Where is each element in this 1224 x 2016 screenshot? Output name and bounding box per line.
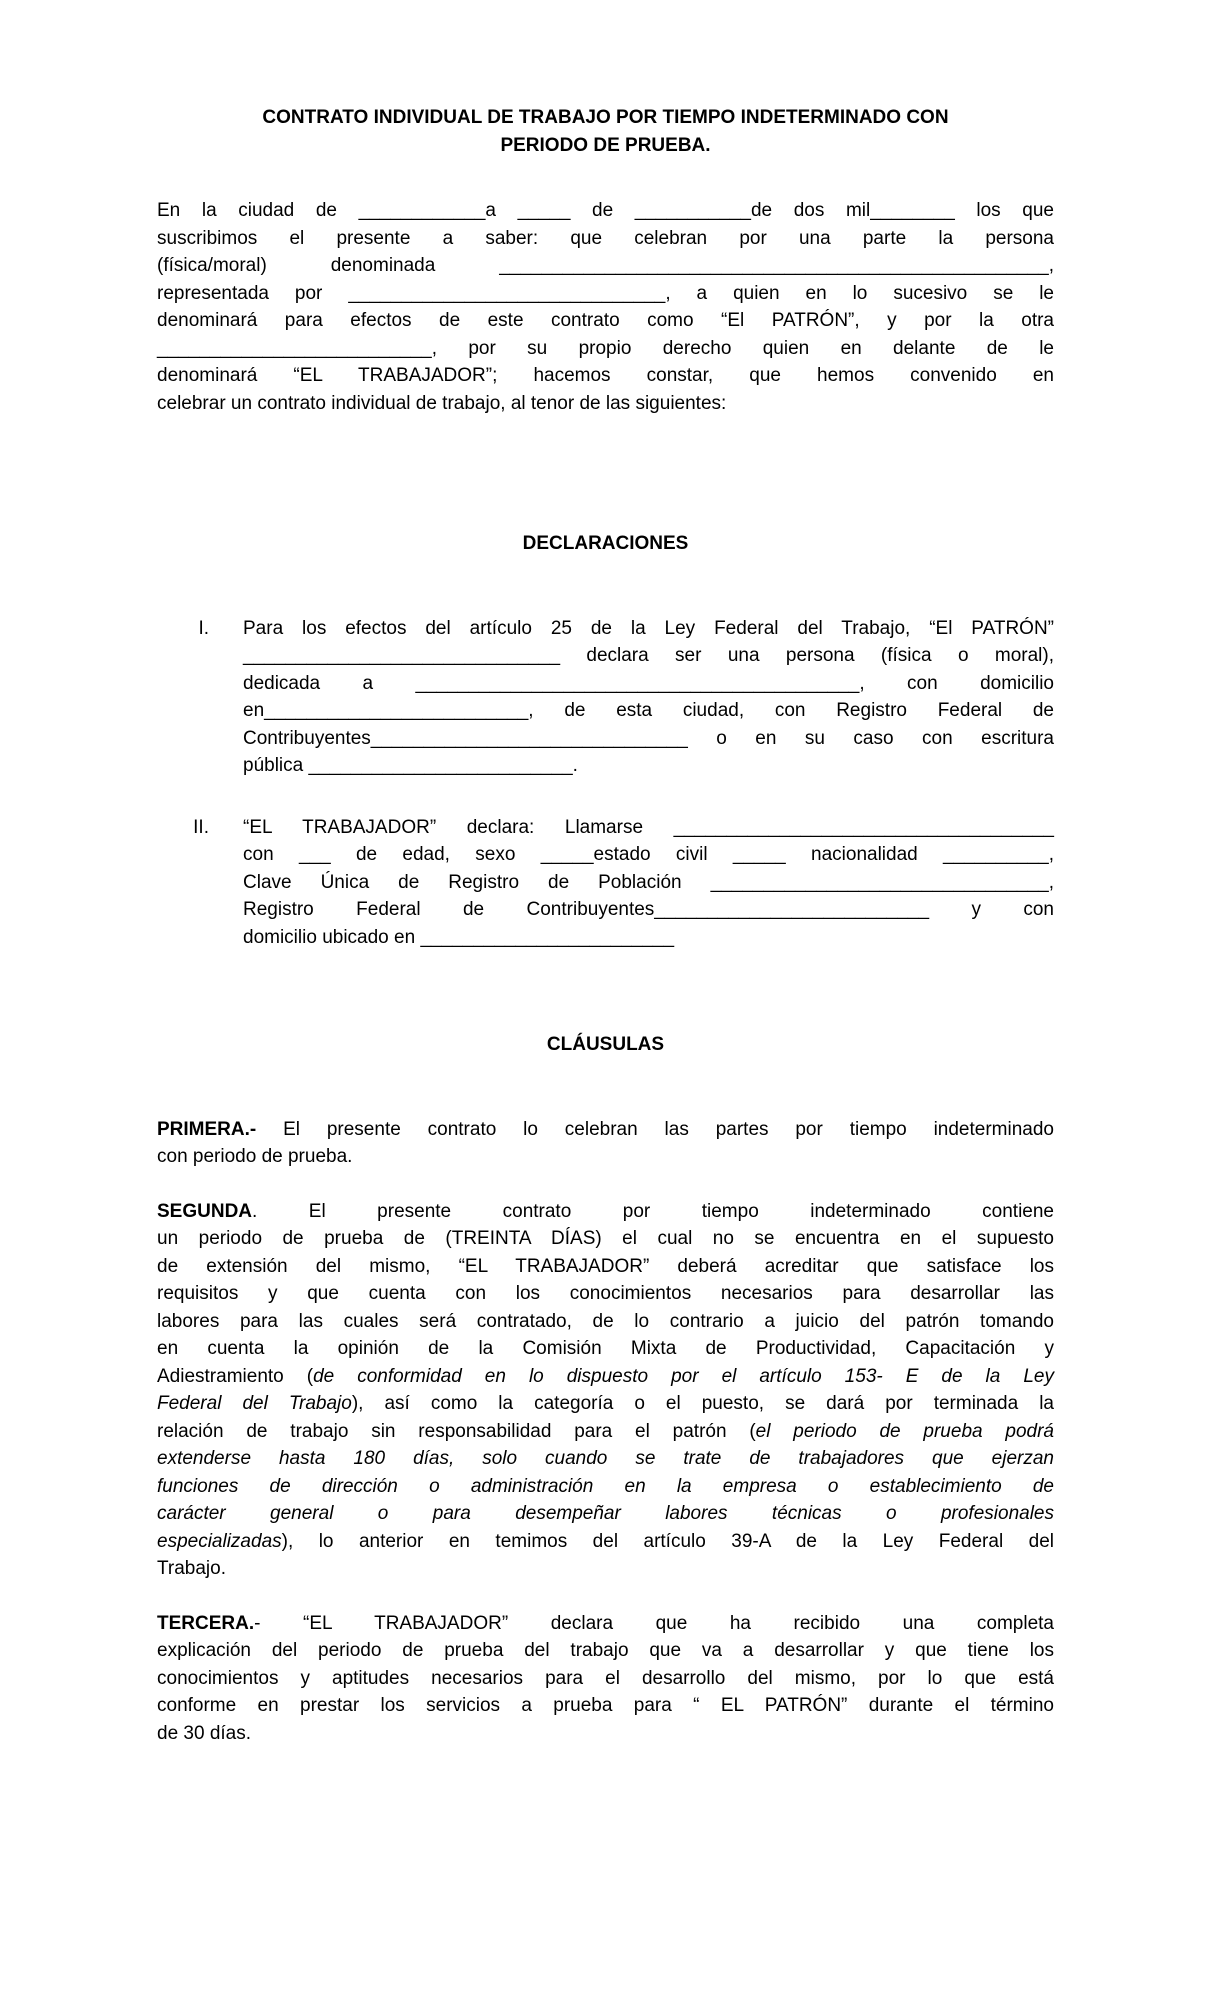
document-line <box>243 615 1054 643</box>
document-line <box>157 1720 1054 1748</box>
document-line <box>157 252 1054 280</box>
document-line <box>157 335 1054 363</box>
document-line <box>243 841 1054 869</box>
text-run: requisitos y que cuenta con los conocimientos necesarios para desarrollar las <box>157 1283 1054 1304</box>
text-run: especializadas <box>157 1530 282 1552</box>
document-line <box>157 1280 1054 1308</box>
text-run: Registro Federal de Contribuyentes__________________________ y con <box>243 899 1054 920</box>
document-line <box>243 725 1054 753</box>
text-run: extenderse hasta 180 días, solo cuando se trate de trabajadores que ejerzan <box>157 1448 1054 1469</box>
text-run: PRIMERA.- <box>157 1118 257 1140</box>
document-line <box>157 390 1054 418</box>
clausula-primera <box>157 1116 1054 1171</box>
text-run: labores para las cuales será contratado, de lo contrario a juicio del patrón tomando <box>157 1310 1054 1332</box>
text-run: Federal del Trabajo <box>157 1393 352 1414</box>
text-run: en_________________________, de esta ciudad, con Registro Federal de <box>243 700 1054 721</box>
text-run: ______________________________ declara ser una persona (física o moral), <box>243 645 1054 666</box>
text-run: Trabajo. <box>157 1558 226 1579</box>
text-run: el periodo de prueba podrá <box>755 1420 1054 1442</box>
document-line <box>157 1637 1054 1665</box>
document-line <box>157 1473 1054 1501</box>
document-line <box>157 1555 1054 1583</box>
text-run: suscribimos el presente a saber: que celebran por una parte la persona <box>157 227 1054 249</box>
list-item-body <box>243 615 1054 780</box>
declaration-item-1 <box>157 615 1054 780</box>
document-line <box>157 1335 1054 1363</box>
text-run: representada por ______________________________, a quien en lo sucesivo se le <box>157 282 1054 304</box>
document-line <box>157 1116 1054 1144</box>
text-run: Contribuyentes______________________________ o en su caso con escritura <box>243 727 1054 749</box>
text-run: relación de trabajo sin responsabilidad para el patrón ( <box>157 1420 756 1442</box>
title-line: PERIODO DE PRUEBA. <box>500 134 711 156</box>
text-run: carácter general o para desempeñar labores técnicas o profesionales <box>157 1503 1054 1524</box>
document-line <box>243 697 1054 725</box>
text-run: con periodo de prueba. <box>157 1146 353 1167</box>
document-line <box>243 642 1054 670</box>
text-run: dedicada a __________________________________________, con domicilio <box>243 672 1054 694</box>
document-line <box>243 896 1054 924</box>
document-line <box>157 1253 1054 1281</box>
declaration-item-2 <box>157 814 1054 952</box>
text-run: pública _________________________. <box>243 755 578 776</box>
text-run: __________________________, por su propio derecho quien en delante de le <box>157 337 1054 359</box>
text-run: de 30 días. <box>157 1722 252 1744</box>
document-line <box>243 752 1054 780</box>
document-content <box>157 0 1054 1747</box>
document-line <box>157 1363 1054 1391</box>
text-run: funciones de dirección o administración en la empresa o establecimiento de <box>157 1475 1054 1497</box>
text-run: El presente contrato lo celebran las partes por tiempo indeterminado <box>256 1118 1054 1140</box>
document-line <box>157 225 1054 253</box>
text-run: denominará “EL TRABAJADOR”; hacemos constar, que hemos convenido en <box>157 365 1054 386</box>
text-run: ), lo anterior en temimos del artículo 39-A de la Ley Federal del <box>281 1530 1054 1552</box>
document-line <box>157 1308 1054 1336</box>
text-run: TERCERA. <box>157 1612 255 1634</box>
document-line <box>243 670 1054 698</box>
clausula-tercera <box>157 1610 1054 1748</box>
document-title <box>157 104 1054 159</box>
text-run: Adiestramiento ( <box>157 1365 314 1387</box>
document-line <box>157 1445 1054 1473</box>
list-marker: I. <box>198 617 209 639</box>
text-run: de extensión del mismo, “EL TRABAJADOR” deberá acreditar que satisface los <box>157 1255 1054 1277</box>
text-run: explicación del periodo de prueba del trabajo que va a desarrollar y que tiene los <box>157 1640 1054 1661</box>
text-run: conforme en prestar los servicios a prueba para “ EL PATRÓN” durante el término <box>157 1695 1054 1716</box>
document-line <box>243 924 1054 952</box>
document-line <box>157 197 1054 225</box>
opening-paragraph <box>157 197 1054 417</box>
text-run: “EL TRABAJADOR” declara: Llamarse ____________________________________ <box>243 816 1054 838</box>
document-line <box>157 362 1054 390</box>
document-line <box>157 1225 1054 1253</box>
document-line <box>157 1418 1054 1446</box>
document-line <box>157 280 1054 308</box>
text-run: de conformidad en lo dispuesto por el artículo 153- E de la Ley <box>313 1365 1054 1387</box>
text-run: celebrar un contrato individual de trabajo, al tenor de las siguientes: <box>157 392 727 414</box>
text-run: en cuenta la opinión de la Comisión Mixta de Productividad, Capacitación y <box>157 1338 1054 1359</box>
declaraciones-heading: DECLARACIONES <box>522 533 689 554</box>
text-run: ), así como la categoría o el puesto, se dará por terminada la <box>351 1393 1054 1414</box>
text-run: domicilio ubicado en ________________________ <box>243 926 675 948</box>
text-run: . El presente contrato por tiempo indeterminado contiene <box>252 1200 1054 1222</box>
text-run: denominará para efectos de este contrato como “El PATRÓN”, y por la otra <box>157 310 1054 331</box>
list-marker: II. <box>193 816 209 838</box>
text-run: (física/moral) denominada ____________________________________________________, <box>157 255 1054 276</box>
document-line <box>157 1500 1054 1528</box>
document-line <box>157 1692 1054 1720</box>
document-line <box>243 814 1054 842</box>
document-line <box>157 1610 1054 1638</box>
text-run: Para los efectos del artículo 25 de la Ley Federal del Trabajo, “El PATRÓN” <box>243 617 1054 639</box>
document-line <box>157 1528 1054 1556</box>
text-run: con ___ de edad, sexo _____estado civil _____ nacionalidad __________, <box>243 844 1054 865</box>
text-run: SEGUNDA <box>157 1200 253 1222</box>
text-run: Clave Única de Registro de Población ________________________________, <box>243 871 1054 893</box>
clausulas-heading: CLÁUSULAS <box>546 1034 665 1055</box>
document-line <box>157 1198 1054 1226</box>
text-run: un periodo de prueba de (TREINTA DÍAS) el cual no se encuentra en el supuesto <box>157 1228 1054 1249</box>
list-item-body <box>243 814 1054 952</box>
clausula-segunda <box>157 1198 1054 1583</box>
title-line: CONTRATO INDIVIDUAL DE TRABAJO POR TIEMPO INDETERMINADO CON <box>262 107 949 128</box>
document-line <box>157 307 1054 335</box>
document-line <box>243 869 1054 897</box>
text-run: En la ciudad de ____________a _____ de ___________de dos mil________ los que <box>157 200 1054 221</box>
text-run: - “EL TRABAJADOR” declara que ha recibido una completa <box>254 1612 1054 1634</box>
text-run: conocimientos y aptitudes necesarios para el desarrollo del mismo, por lo que está <box>157 1667 1054 1689</box>
document-line <box>157 1143 1054 1171</box>
document-line <box>157 1665 1054 1693</box>
document-line <box>157 1390 1054 1418</box>
